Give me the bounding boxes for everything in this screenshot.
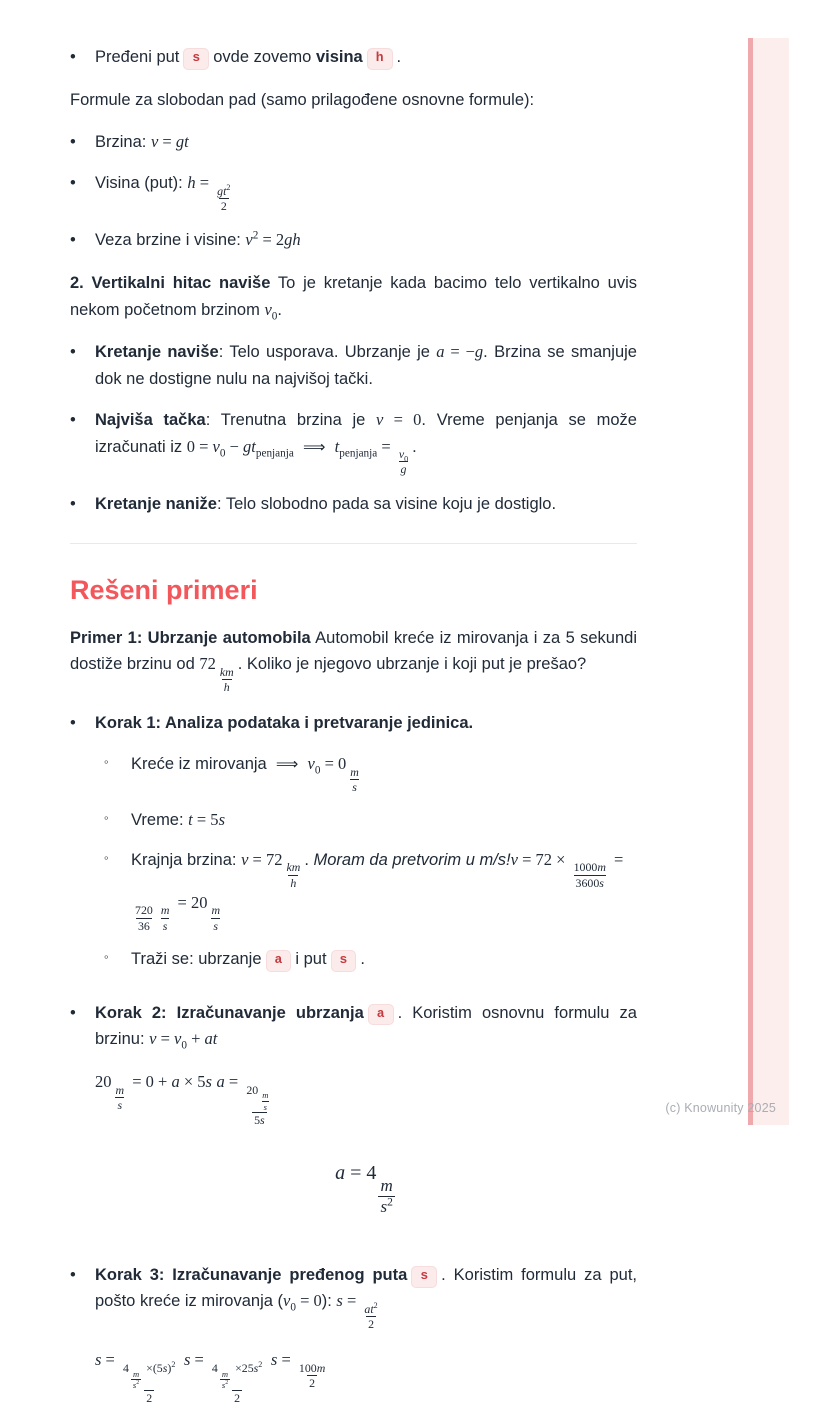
text-run [326, 438, 335, 456]
text-run: Veza brzine i visine: [95, 231, 246, 250]
math-var: s [336, 1291, 343, 1311]
fraction-denominator [222, 679, 232, 694]
list-item-text [95, 339, 637, 392]
bullet-list [104, 751, 637, 973]
fraction-denominator [288, 875, 298, 890]
paragraph [70, 87, 637, 114]
circle-bullet-icon: ◦ [104, 849, 109, 865]
math-var: a [436, 342, 445, 362]
math-var: h [187, 173, 196, 193]
math-var: km [219, 664, 234, 679]
math-num: = [277, 1350, 295, 1370]
list-item [70, 339, 637, 392]
list-item-text [95, 407, 637, 477]
math-var: gh [284, 230, 301, 250]
math-var: m [221, 1368, 229, 1379]
list-item-text [95, 129, 637, 156]
math-var: m [380, 1175, 393, 1195]
disc-bullet-icon: • [70, 1003, 76, 1022]
math-fraction [397, 447, 410, 477]
math-var: s [183, 1350, 191, 1370]
fraction-denominator [211, 918, 220, 933]
math-num: 20 [246, 1082, 259, 1097]
math-var: km [286, 860, 301, 875]
math-var: at [204, 1029, 218, 1049]
text-run: . Koristim formulu za put, pošto kreće iz mirovanja ( [95, 1265, 637, 1311]
bullet-list [70, 339, 637, 517]
fraction-numerator [379, 1176, 395, 1196]
circle-bullet-icon: ◦ [104, 948, 109, 964]
math-num: = 4 [345, 1162, 377, 1185]
divider [70, 543, 637, 544]
math-var: m [132, 1368, 140, 1379]
code-badge: a [266, 950, 292, 972]
math-superscript: 2 [258, 1360, 263, 1370]
math-fraction [210, 1361, 264, 1405]
math-num: 1000 [573, 860, 598, 875]
math-var: s [270, 1350, 278, 1370]
bold-run: Najviša tačka [95, 410, 206, 429]
math-num: = [377, 436, 395, 456]
fraction-denominator [307, 1375, 317, 1390]
math-fraction [215, 184, 232, 214]
list-item [70, 710, 637, 985]
math-fraction [114, 1083, 127, 1113]
bold-run: Korak 1: Analiza podataka i pretvaranje jedinica. [95, 714, 474, 733]
math-var: t [188, 810, 193, 830]
text-run [298, 755, 307, 773]
math-num: = 0 [320, 754, 347, 774]
list-item [70, 1262, 637, 1412]
text-run: To je kretanje kada bacimo telo vertikalno uvis nekom početnom brzinom [70, 273, 637, 319]
math-fraction [362, 1302, 379, 1332]
math-num: + [186, 1029, 205, 1049]
math-subscript: penjanja [255, 446, 294, 459]
math-superscript: 2 [171, 1360, 176, 1370]
list-item-body [131, 807, 637, 834]
math-num: 100 [298, 1361, 317, 1376]
fraction-denominator [219, 198, 229, 213]
math-var: s [380, 1197, 388, 1217]
fraction-numerator [244, 1083, 274, 1112]
math-var: s [260, 1112, 265, 1127]
math-superscript: 2 [225, 1380, 229, 1387]
math-var: s [253, 1361, 259, 1376]
math-num: 2 [368, 1317, 375, 1332]
fraction-numerator [397, 447, 410, 464]
text-run: . [277, 300, 282, 319]
math-var: a [171, 1072, 180, 1092]
fraction-denominator [131, 1379, 141, 1390]
math-var: s [95, 1350, 102, 1370]
math-var: v [398, 447, 405, 462]
math-num: 5 [254, 1112, 261, 1127]
list-item [70, 44, 637, 71]
math-var: m [316, 1361, 326, 1376]
math-var: s [218, 810, 225, 830]
math-var: v [212, 436, 220, 456]
disc-bullet-icon: • [70, 410, 76, 429]
fraction-numerator [260, 1090, 270, 1100]
math-fraction [209, 903, 222, 933]
math-var: m [211, 903, 221, 918]
text-run: Brzina: [95, 133, 151, 152]
math-num: = 5 [192, 810, 219, 830]
list-item [70, 407, 637, 477]
fraction-numerator [209, 903, 222, 917]
list-item [70, 129, 637, 156]
paragraph [95, 1157, 637, 1218]
math-superscript: 2 [387, 1195, 393, 1209]
fraction-numerator [210, 1361, 264, 1390]
text-run: Visina (put): [95, 174, 188, 193]
fraction-numerator [572, 860, 608, 874]
paragraph [70, 270, 637, 323]
bullet-list [70, 710, 637, 1411]
math-var: v [376, 409, 384, 429]
math-num: ×(5 [143, 1361, 163, 1376]
text-run [294, 438, 303, 456]
list-item-body [95, 1262, 637, 1412]
fraction-numerator [284, 860, 302, 874]
fraction-numerator [133, 903, 155, 917]
fraction-denominator [161, 918, 170, 933]
math-var: v [283, 1291, 291, 1311]
fraction-denominator [232, 1390, 242, 1405]
math-fraction [131, 1369, 141, 1391]
circle-bullet-icon: ◦ [104, 810, 109, 826]
section-heading: Rešeni primeri [70, 575, 258, 606]
math-num: = 2 [258, 230, 285, 250]
list-item-body [95, 129, 637, 156]
list-item-text [95, 1000, 637, 1053]
text-run: . [396, 48, 402, 66]
fraction-denominator [262, 1101, 269, 1112]
math-num: = [190, 1350, 208, 1370]
math-subscript: 0 [271, 309, 278, 322]
math-var: gt [243, 436, 256, 456]
math-num: = − [444, 342, 475, 362]
math-fraction [220, 1369, 230, 1391]
text-run: : Telo slobodno pada sa visine koju je dostiglo. [216, 494, 557, 513]
math-var: gt [175, 132, 189, 152]
text-run: . Vreme penjanja se može izračunati iz [95, 410, 637, 456]
list-item-text [131, 751, 637, 794]
math-fraction [218, 665, 236, 695]
text-run: . [412, 437, 417, 456]
math-var: v [241, 849, 249, 869]
math-num: 20 [95, 1072, 112, 1092]
math-fraction [348, 765, 361, 795]
disc-bullet-icon: • [70, 133, 76, 152]
text-run: Formule za slobodan pad (samo prilagođene osnovne formule): [70, 90, 535, 109]
fraction-numerator [297, 1361, 327, 1375]
fraction-numerator [159, 903, 172, 917]
math-var: v [245, 230, 253, 250]
math-num: = [342, 1291, 361, 1311]
text-run: . Brzina se smanjuje dok ne dostigne nulu na najvišoj tački. [95, 343, 637, 389]
list-item [70, 227, 637, 254]
code-badge: h [367, 48, 393, 70]
fraction-numerator [121, 1361, 177, 1390]
math-num: = [156, 1029, 174, 1049]
list-item-body [95, 1000, 637, 1248]
paragraph [70, 625, 637, 695]
list-item-body [95, 710, 637, 985]
math-num: = 20 [173, 892, 208, 912]
document-content [70, 28, 637, 1427]
math-var: s [263, 1101, 267, 1112]
math-fraction [572, 860, 608, 890]
math-fraction [260, 1090, 270, 1112]
italic-run: Moram da pretvorim u m/s! [313, 850, 511, 869]
math-num: = [609, 849, 624, 869]
bold-run: Kretanje naviše [95, 343, 219, 362]
code-badge: s [411, 1266, 437, 1288]
math-subscript: penjanja [339, 446, 378, 459]
bold-run: Korak 3: Izračunavanje pređenog puta [95, 1265, 408, 1284]
math-superscript: 2 [226, 182, 231, 192]
math-fraction [244, 1083, 274, 1127]
math-var: gt [217, 183, 227, 198]
list-item-text [131, 946, 637, 973]
math-num: = [158, 132, 176, 152]
math-var: s [132, 1379, 137, 1390]
double-arrow-icon: ⟹ [303, 436, 326, 456]
list-item [70, 491, 637, 518]
math-var: h [290, 875, 297, 890]
math-num: = [195, 173, 214, 193]
math-fraction [121, 1361, 177, 1405]
text-run: Pređeni put [95, 48, 180, 66]
math-var: m [597, 860, 606, 875]
text-run: ): [321, 1292, 337, 1311]
math-num: 2 [234, 1391, 241, 1406]
list-item-body [95, 44, 637, 71]
code-badge: a [368, 1004, 394, 1026]
math-subscript: 0 [314, 764, 321, 777]
disc-bullet-icon: • [70, 494, 76, 513]
fraction-denominator [220, 1379, 230, 1390]
bullet-list [70, 129, 637, 253]
fraction-denominator [574, 875, 606, 890]
list-item-text [131, 847, 637, 933]
math-num: 2 [309, 1376, 316, 1391]
list-item-text [95, 44, 637, 71]
math-var: g [400, 462, 407, 477]
math-fraction [378, 1176, 394, 1218]
text-run: . [304, 850, 314, 869]
list-item [104, 751, 637, 794]
math-var: m [262, 1090, 269, 1101]
math-num: = [101, 1350, 119, 1370]
math-superscript: 2 [373, 1301, 378, 1311]
text-run: . Koliko je njegovo ubrzanje i koji put je prešao? [237, 655, 587, 674]
disc-bullet-icon: • [70, 1265, 76, 1284]
text-run: ovde zovemo [213, 48, 316, 66]
list-item [104, 946, 637, 973]
math-num: 0 = [186, 436, 213, 456]
text-run: Vreme: [131, 811, 189, 830]
list-item [104, 847, 637, 933]
math-var: h [223, 680, 230, 695]
math-var: v [307, 754, 315, 774]
fraction-numerator [362, 1302, 379, 1316]
math-num: = 0 [383, 409, 422, 429]
text-run: : Trenutna brzina je [205, 410, 377, 429]
list-item-text [95, 170, 637, 213]
math-fraction [284, 860, 302, 890]
list-item-body [131, 751, 637, 794]
math-var: g [474, 342, 484, 362]
list-item-body [131, 946, 637, 973]
math-subscript: 0 [219, 446, 226, 459]
fraction-numerator [218, 665, 236, 679]
disc-bullet-icon: • [70, 714, 76, 733]
list-item [70, 1000, 637, 1248]
text-run: Kreće iz mirovanja [131, 755, 276, 774]
math-var: s [205, 1072, 212, 1092]
fraction-denominator [378, 1196, 394, 1217]
math-num: = 0 + [128, 1072, 172, 1092]
list-item-body [95, 170, 637, 213]
bold-run: Korak 2: Izračunavanje ubrzanja [95, 1003, 364, 1022]
math-var: at [364, 1301, 374, 1316]
math-num: = 0 [295, 1291, 322, 1311]
fraction-denominator [350, 779, 359, 794]
text-run: . Koristim osnovnu formulu za brzinu: [95, 1003, 637, 1049]
math-var: m [350, 764, 359, 779]
math-num: 4 [211, 1361, 218, 1376]
list-item-text [131, 807, 637, 834]
text-run: . [360, 949, 365, 968]
fraction-denominator [399, 461, 409, 476]
list-item-text [95, 1262, 637, 1332]
paragraph [95, 1069, 637, 1127]
math-var: s [162, 1361, 168, 1376]
double-arrow-icon: ⟹ [275, 754, 299, 774]
fraction-denominator [136, 918, 152, 933]
math-var: s [221, 1379, 226, 1390]
math-fraction [297, 1361, 327, 1391]
math-num: ) [167, 1361, 172, 1376]
disc-bullet-icon: • [70, 231, 76, 250]
circle-bullet-icon: ◦ [104, 754, 109, 770]
math-var: s [599, 875, 604, 890]
math-num: 4 [122, 1361, 129, 1376]
math-var: v [150, 132, 159, 152]
disc-bullet-icon: • [70, 174, 76, 193]
disc-bullet-icon: • [70, 343, 76, 362]
code-badge: s [331, 950, 357, 972]
math-var: v [264, 299, 272, 319]
math-var: a [335, 1162, 346, 1185]
math-superscript: 2 [252, 229, 259, 242]
list-item-body [95, 339, 637, 392]
math-var: m [160, 903, 170, 918]
list-item-text [95, 710, 637, 737]
math-var: v [510, 849, 518, 869]
bold-run: Primer 1: Ubrzanje automobila [70, 628, 311, 647]
math-num: ×25 [232, 1361, 254, 1376]
math-superscript: 2 [136, 1380, 140, 1387]
text-run: Automobil kreće iz mirovanja i za 5 sekundi dostiže brzinu od [70, 628, 637, 674]
fraction-denominator [144, 1390, 154, 1405]
text-run: i put [295, 949, 327, 968]
math-num: 2 [220, 198, 227, 213]
math-var: s [162, 918, 168, 933]
math-num: = 72 [248, 849, 283, 869]
math-fraction [133, 903, 155, 933]
math-var: t [334, 436, 340, 456]
math-subscript: 0 [290, 1301, 296, 1314]
text-run: Traži se: ubrzanje [131, 949, 262, 968]
math-num: 720 [135, 903, 153, 918]
fraction-numerator [131, 1369, 141, 1379]
list-item-text [95, 227, 637, 254]
code-badge: s [183, 48, 209, 70]
fraction-numerator [114, 1083, 127, 1097]
text-run: : Telo usporava. Ubrzanje je [218, 343, 437, 362]
list-item-body [95, 491, 637, 518]
math-var: s [117, 1097, 123, 1112]
page-edge-decoration [748, 38, 789, 1125]
math-var: v [174, 1029, 182, 1049]
math-var: m [115, 1082, 125, 1097]
fraction-denominator [366, 1316, 376, 1331]
fraction-denominator [252, 1112, 267, 1127]
bold-run: visina [315, 48, 363, 66]
fraction-numerator [348, 765, 361, 779]
list-item-text [95, 491, 637, 518]
math-num: 72 [199, 654, 216, 674]
math-var: v [149, 1029, 157, 1049]
math-subscript: 0 [181, 1039, 187, 1052]
pink-panel [753, 38, 789, 1125]
list-item-body [131, 847, 637, 933]
bold-run: Kretanje naniže [95, 494, 217, 513]
fraction-numerator [215, 184, 232, 198]
math-var: a [216, 1072, 225, 1092]
bullet-list [70, 44, 637, 71]
math-num: 2 [146, 1391, 153, 1406]
list-item-body [95, 407, 637, 477]
fraction-numerator [220, 1369, 230, 1379]
math-num: 36 [137, 918, 150, 933]
disc-bullet-icon: • [70, 48, 76, 66]
bold-run: 2. Vertikalni hitac naviše [70, 273, 271, 292]
math-var: s [352, 779, 357, 794]
list-item-body [95, 227, 637, 254]
fraction-denominator [115, 1097, 124, 1112]
math-var: s [213, 918, 219, 933]
math-num: × 5 [179, 1072, 206, 1092]
text-run: Krajnja brzina: [131, 850, 242, 869]
math-num: − [225, 436, 244, 456]
paragraph [95, 1347, 637, 1405]
math-fraction [159, 903, 172, 933]
list-item [70, 170, 637, 213]
list-item [104, 807, 637, 834]
math-num: 3600 [575, 875, 600, 890]
math-num: = [224, 1072, 243, 1092]
math-subscript: 0 [404, 454, 409, 464]
watermark: (c) Knowunity 2025 [665, 1101, 776, 1115]
math-num: = 72 × [517, 849, 570, 869]
